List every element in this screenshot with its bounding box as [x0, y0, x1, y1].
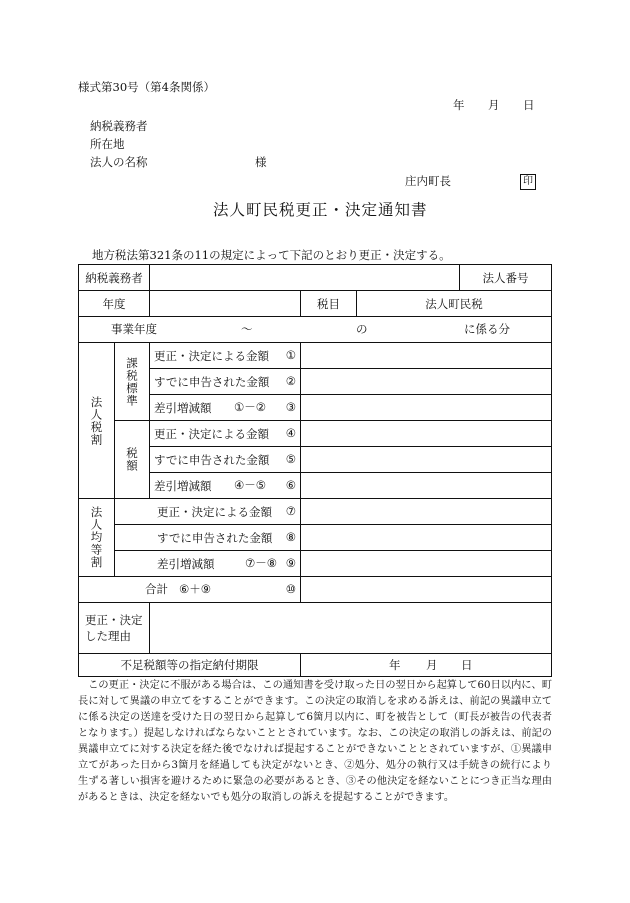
- date-day-label: 日: [523, 98, 535, 112]
- row-label-9: 差引増減額 ⑦－⑧ ⑨: [115, 551, 301, 577]
- table-row: [79, 421, 552, 447]
- business-year-row: [79, 317, 552, 343]
- table-row: [79, 317, 552, 343]
- sub-zeigaku-label: 税額: [115, 421, 150, 499]
- fiscal-year-header: 年度: [79, 291, 150, 317]
- row-label-4: 更正・決定による金額 ④: [150, 421, 301, 447]
- table-row: [79, 291, 552, 317]
- table-row: [79, 473, 552, 499]
- row-value-8: [301, 525, 552, 551]
- row-label-2: すでに申告された金額 ②: [150, 369, 301, 395]
- business-year-tilde: ～: [241, 322, 253, 336]
- reason-header: 更正・決定した理由: [79, 603, 150, 654]
- row-value-5: [301, 447, 552, 473]
- table-row: [79, 603, 552, 654]
- row-value-4: [301, 421, 552, 447]
- row-value-1: [301, 343, 552, 369]
- table-row: [79, 447, 552, 473]
- group-kintou-label: 法人均等割: [79, 499, 115, 577]
- form-number: 様式第30号（第4条関係）: [78, 80, 215, 94]
- reason-cell: [150, 603, 552, 654]
- tax-item-value: 法人町民税: [357, 291, 552, 317]
- business-year-label: 事業年度: [111, 322, 157, 336]
- table-row: [79, 343, 552, 369]
- table-row: [79, 499, 552, 525]
- row-label-8: すでに申告された金額 ⑧: [115, 525, 301, 551]
- intro-text: 地方税法第321条の11の規定によって下記のとおり更正・決定する。: [92, 248, 451, 262]
- row-label-1: 更正・決定による金額 ①: [150, 343, 301, 369]
- business-year-pertaining: に係る分: [464, 322, 510, 336]
- group-houjinzei-label: 法人税割: [79, 343, 115, 499]
- address-label: 所在地: [90, 137, 125, 151]
- row-value-9: [301, 551, 552, 577]
- document-title: 法人町民税更正・決定通知書: [213, 201, 428, 219]
- taxpayer-label: 納税義務者: [90, 119, 148, 133]
- corp-name-label: 法人の名称: [90, 155, 148, 169]
- row-value-2: [301, 369, 552, 395]
- table-row: [79, 265, 552, 291]
- seal-mark: 印: [520, 174, 536, 190]
- taxpayer-header: 納税義務者: [79, 265, 150, 291]
- table-row: [79, 395, 552, 421]
- tax-form-table: [78, 264, 552, 677]
- deadline-header: 不足税額等の指定納付期限: [79, 654, 301, 677]
- table-row: [79, 525, 552, 551]
- total-label-cell: 合計 ⑥＋⑨ ⑩: [79, 577, 301, 603]
- table-row: [79, 551, 552, 577]
- row-label-3: 差引増減額 ①－② ③: [150, 395, 301, 421]
- table-row: [79, 654, 552, 677]
- legal-notice: この更正・決定に不服がある場合は、この通知書を受け取った日の翌日から起算して60日以内に、町長に対して異議の申立てをすることができます。この決定の取消しを求める訴えは、前記の異議申立てに係る決定の送達を受けた日の翌日から起算して6箇月以内に、町を被告として（町長が被告の代表者となります。）提起しなければならないこととされています。なお、この決定の取消しの訴えは、前記の異議申立てに対する決定を経た後でなければ提起することができないこととされていますが、①異議申立てがあった日から3箇月を経過しても決定がないとき、②処分、処分の執行又は手続きの続行により生ずる著しい損害を避けるために緊急の必要があるとき、③その他決定を経ないことにつき正当な理由があるときは、決定を経ないでも処分の取消しの訴えを提起することができます。: [78, 680, 552, 803]
- honorific: 様: [255, 155, 267, 169]
- row-value-3: [301, 395, 552, 421]
- business-year-no: の: [356, 322, 368, 336]
- total-value-cell: [301, 577, 552, 603]
- sub-kazei-label: 課税標準: [115, 343, 150, 421]
- mayor-label: 庄内町長: [405, 174, 451, 188]
- table-row: [79, 369, 552, 395]
- taxpayer-cell: [150, 265, 460, 291]
- row-value-6: [301, 473, 552, 499]
- row-label-5: すでに申告された金額 ⑤: [150, 447, 301, 473]
- fiscal-year-cell: [150, 291, 301, 317]
- row-value-7: [301, 499, 552, 525]
- date-year-label: 年: [453, 98, 465, 112]
- date-month-label: 月: [488, 98, 500, 112]
- deadline-cell: 年 月 日: [301, 654, 552, 677]
- row-label-6: 差引増減額 ④－⑤ ⑥: [150, 473, 301, 499]
- row-label-7: 更正・決定による金額 ⑦: [115, 499, 301, 525]
- corp-number-header: 法人番号: [460, 265, 552, 291]
- tax-item-header: 税目: [301, 291, 357, 317]
- table-row: [79, 577, 552, 603]
